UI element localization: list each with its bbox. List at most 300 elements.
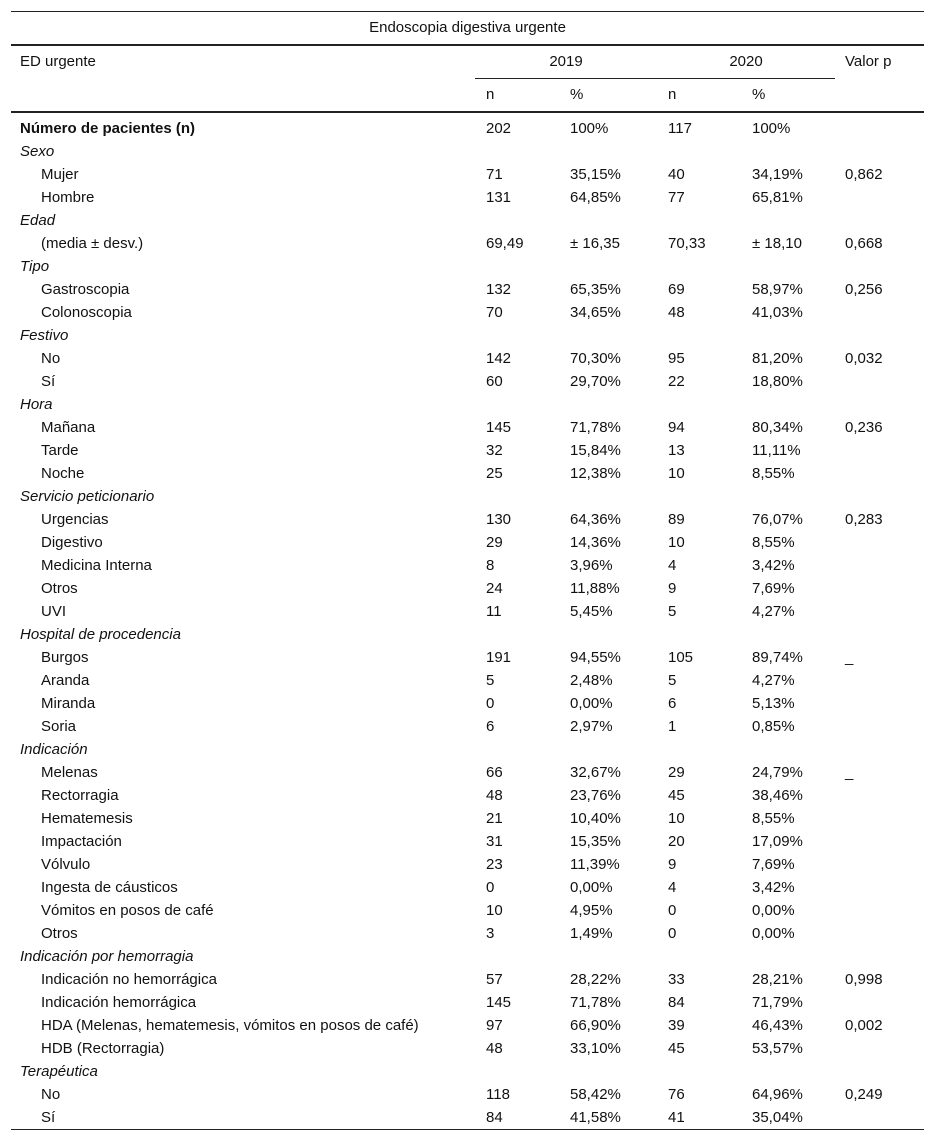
- row-label: Soria: [41, 718, 77, 735]
- header-pvalue: Valor p: [845, 53, 892, 70]
- table-row: [11, 462, 924, 485]
- cell-n-2020: 94: [668, 419, 685, 436]
- cell-pct-2019: 71,78%: [570, 419, 621, 436]
- cell-n-2020: [657, 1060, 741, 1083]
- row-label: Aranda: [41, 672, 90, 689]
- cell-pct-2020: 7,69%: [752, 580, 795, 597]
- table-row: [11, 1014, 924, 1037]
- cell-n-2019: 11: [486, 603, 502, 620]
- cell-n-2019: 131: [486, 189, 512, 206]
- row-label: HDA (Melenas, hematemesis, vómitos en posos de café): [41, 1017, 419, 1034]
- header-row-subcols: [11, 79, 924, 113]
- cell-pct-2020: [741, 738, 835, 761]
- cell-n-2020: 9: [668, 580, 677, 597]
- row-label: Sí: [11, 1106, 475, 1130]
- cell-pct-2020: [741, 485, 835, 508]
- cell-n-2019: 57: [486, 971, 503, 988]
- cell-pct-2019: [559, 140, 657, 163]
- cell-pct-2020: [741, 623, 835, 646]
- cell-pvalue: [835, 876, 924, 899]
- cell-pvalue: 0,002: [845, 1017, 883, 1034]
- cell-pvalue: [835, 922, 924, 945]
- cell-n-2019: [475, 255, 559, 278]
- cell-n-2019: [475, 945, 559, 968]
- table-section-row: [11, 1060, 924, 1083]
- row-label: No: [41, 1086, 61, 1103]
- cell-pct-2020: 4,27%: [752, 672, 795, 689]
- cell-n-2019: 66: [486, 764, 503, 781]
- table-row: [11, 830, 924, 853]
- cell-pct-2020: 35,04%: [741, 1106, 835, 1130]
- table-row: [11, 416, 924, 439]
- cell-n-2019: 31: [486, 833, 503, 850]
- cell-n-2020: 45: [668, 1040, 685, 1057]
- row-label: Impactación: [41, 833, 122, 850]
- table-row: [11, 301, 924, 324]
- cell-pct-2020: 24,79%: [752, 764, 803, 781]
- cell-n-2019: 48: [486, 1040, 503, 1057]
- cell-pct-2019: [559, 393, 657, 416]
- row-label: Hematemesis: [41, 810, 133, 827]
- cell-n-2019: 60: [486, 373, 503, 390]
- cell-pct-2019: 33,10%: [570, 1040, 621, 1057]
- table-row: [11, 807, 924, 830]
- cell-pct-2020: 11,11%: [752, 442, 801, 459]
- cell-n-2019: 191: [486, 649, 512, 666]
- cell-n-2020: 105: [668, 649, 694, 666]
- cell-pvalue: [835, 853, 924, 876]
- table-row: [11, 669, 924, 692]
- cell-pvalue: [835, 186, 924, 209]
- table-section-row: [11, 738, 924, 761]
- cell-n-2019: 32: [486, 442, 503, 459]
- cell-n-2019: 132: [486, 281, 512, 298]
- table-row: [11, 531, 924, 554]
- cell-pct-2019: 66,90%: [570, 1017, 621, 1034]
- row-label: Burgos: [41, 649, 89, 666]
- table-row: [11, 899, 924, 922]
- cell-n-2020: 29: [668, 764, 685, 781]
- cell-pct-2020: 58,97%: [752, 281, 803, 298]
- cell-pct-2019: ± 16,35: [570, 235, 620, 252]
- cell-n-2020: [657, 393, 741, 416]
- table-row: [11, 853, 924, 876]
- table-row: [11, 186, 924, 209]
- cell-pvalue: 0,998: [845, 971, 883, 988]
- table-section-row: [11, 393, 924, 416]
- cell-n-2020: 33: [668, 971, 685, 988]
- cell-pct-2019: 29,70%: [570, 373, 621, 390]
- cell-n-2020: [657, 140, 741, 163]
- cell-pvalue: 0,862: [845, 166, 883, 183]
- cell-n-2020: [657, 209, 741, 232]
- cell-n-2019: [475, 485, 559, 508]
- cell-pct-2020: [741, 255, 835, 278]
- table-row: [11, 163, 924, 186]
- cell-n-2019: [475, 1060, 559, 1083]
- cell-pct-2020: 100%: [752, 120, 791, 137]
- row-label: Tarde: [41, 442, 79, 459]
- cell-n-2020: 10: [668, 465, 685, 482]
- row-label: Ingesta de cáusticos: [41, 879, 178, 896]
- cell-pct-2019: 3,96%: [570, 557, 613, 574]
- cell-n-2019: 3: [486, 925, 495, 942]
- table-row: [11, 968, 924, 991]
- cell-n-2019: 5: [486, 672, 495, 689]
- cell-n-2020: 41: [657, 1106, 741, 1130]
- table-section-row: [11, 209, 924, 232]
- row-label: UVI: [41, 603, 67, 620]
- cell-pct-2020: 80,34%: [752, 419, 803, 436]
- cell-pct-2019: 32,67%: [570, 764, 621, 781]
- section-label: Indicación: [20, 741, 88, 758]
- cell-n-2020: 6: [668, 695, 677, 712]
- table-section-row: [11, 623, 924, 646]
- cell-n-2020: 69: [668, 281, 685, 298]
- cell-pvalue: _: [845, 649, 854, 666]
- cell-n-2020: [657, 324, 741, 347]
- cell-pct-2019: 2,97%: [570, 718, 613, 735]
- cell-n-2019: 48: [486, 787, 503, 804]
- cell-pvalue: [835, 784, 924, 807]
- cell-pct-2019: 35,15%: [570, 166, 621, 183]
- table-row: [11, 692, 924, 715]
- row-label: Sí: [41, 373, 56, 390]
- cell-pct-2019: 11,39%: [570, 856, 620, 873]
- cell-pct-2020: 7,69%: [752, 856, 795, 873]
- cell-n-2020: [657, 623, 741, 646]
- row-label: Rectorragia: [41, 787, 119, 804]
- header-pct-2020: %: [741, 79, 835, 113]
- cell-pct-2019: 14,36%: [570, 534, 621, 551]
- row-label: Noche: [41, 465, 85, 482]
- row-label: (media ± desv.): [41, 235, 144, 252]
- cell-pvalue: 0,283: [845, 511, 883, 528]
- table-row: [11, 508, 924, 531]
- cell-pct-2020: 17,09%: [752, 833, 803, 850]
- header-year-2020: 2020: [657, 45, 835, 79]
- cell-pct-2019: 94,55%: [570, 649, 621, 666]
- cell-pct-2020: 4,27%: [752, 603, 795, 620]
- table-row: [11, 232, 924, 255]
- cell-n-2019: 130: [486, 511, 512, 528]
- cell-n-2020: 117: [668, 120, 692, 137]
- cell-n-2020: 9: [668, 856, 677, 873]
- cell-pct-2019: 5,45%: [570, 603, 613, 620]
- header-row-years: [11, 45, 924, 79]
- section-label: Festivo: [20, 327, 69, 344]
- cell-n-2019: [475, 324, 559, 347]
- cell-pvalue: [835, 991, 924, 1014]
- cell-pct-2020: 53,57%: [752, 1040, 803, 1057]
- cell-pct-2020: [741, 140, 835, 163]
- cell-pvalue: [835, 807, 924, 830]
- cell-pct-2020: [741, 945, 835, 968]
- cell-n-2020: 39: [668, 1017, 685, 1034]
- cell-n-2019: 6: [486, 718, 495, 735]
- cell-pct-2020: 64,96%: [752, 1086, 803, 1103]
- row-label: Otros: [41, 580, 78, 597]
- cell-n-2019: 145: [486, 994, 512, 1011]
- cell-pvalue: 0,668: [845, 235, 883, 252]
- header-n-2020: n: [657, 79, 741, 113]
- cell-pvalue: [835, 669, 924, 692]
- cell-pct-2019: 65,35%: [570, 281, 621, 298]
- section-label: Hora: [20, 396, 53, 413]
- cell-pct-2020: 3,42%: [752, 557, 795, 574]
- cell-pvalue: [835, 439, 924, 462]
- cell-pct-2019: 10,40%: [570, 810, 621, 827]
- section-label: Terapéutica: [20, 1063, 98, 1080]
- row-label: Hombre: [41, 189, 95, 206]
- cell-n-2019: 25: [486, 465, 503, 482]
- cell-n-2020: 1: [668, 718, 677, 735]
- cell-pct-2020: 71,79%: [752, 994, 803, 1011]
- cell-n-2019: [475, 393, 559, 416]
- cell-pct-2019: [559, 209, 657, 232]
- cell-n-2019: 70: [486, 304, 503, 321]
- cell-pvalue: [835, 715, 924, 738]
- cell-n-2020: [657, 945, 741, 968]
- cell-pvalue: 0,032: [845, 350, 883, 367]
- cell-n-2020: 22: [668, 373, 685, 390]
- row-label: Vómitos en posos de café: [41, 902, 214, 919]
- cell-n-2020: 0: [668, 902, 677, 919]
- cell-n-2020: 4: [668, 879, 677, 896]
- cell-pct-2020: ± 18,10: [752, 235, 802, 252]
- cell-pvalue: [835, 140, 924, 163]
- cell-pct-2020: [741, 1060, 835, 1083]
- cell-n-2020: 10: [668, 810, 685, 827]
- cell-pct-2020: 34,19%: [752, 166, 803, 183]
- cell-n-2020: 40: [668, 166, 685, 183]
- table-row: [11, 347, 924, 370]
- row-label: Medicina Interna: [41, 557, 152, 574]
- row-label: Vólvulo: [41, 856, 91, 873]
- cell-pct-2019: 100%: [570, 120, 609, 137]
- cell-n-2019: [475, 209, 559, 232]
- cell-pvalue: [835, 623, 924, 646]
- cell-n-2020: 89: [668, 511, 685, 528]
- endoscopy-table: [11, 11, 924, 1130]
- cell-n-2019: [475, 623, 559, 646]
- cell-pct-2019: 12,38%: [570, 465, 621, 482]
- cell-pvalue: 0,236: [845, 419, 883, 436]
- cell-pct-2020: [741, 393, 835, 416]
- table-section-row: [11, 324, 924, 347]
- cell-pct-2019: 71,78%: [570, 994, 621, 1011]
- cell-n-2019: 202: [486, 120, 512, 137]
- cell-pct-2020: 65,81%: [752, 189, 803, 206]
- table-row: [11, 1037, 924, 1060]
- cell-pct-2019: 64,36%: [570, 511, 621, 528]
- cell-n-2019: 21: [486, 810, 503, 827]
- cell-pct-2019: [559, 255, 657, 278]
- cell-pct-2020: 3,42%: [752, 879, 795, 896]
- section-label: Edad: [20, 212, 56, 229]
- cell-n-2020: [657, 738, 741, 761]
- cell-pvalue: [835, 301, 924, 324]
- cell-pct-2020: 5,13%: [752, 695, 795, 712]
- cell-pct-2019: 0,00%: [570, 695, 613, 712]
- header-n-2019: n: [475, 79, 559, 113]
- table-row: [11, 761, 924, 784]
- cell-pct-2020: 0,00%: [752, 925, 795, 942]
- section-label: Indicación por hemorragia: [20, 948, 194, 965]
- cell-pct-2019: 2,48%: [570, 672, 613, 689]
- section-label: Servicio peticionario: [20, 488, 155, 505]
- cell-pvalue: [835, 255, 924, 278]
- table-row: [11, 715, 924, 738]
- cell-pct-2020: 8,55%: [752, 534, 795, 551]
- cell-pvalue: [835, 692, 924, 715]
- table-row: [11, 876, 924, 899]
- cell-n-2019: [475, 140, 559, 163]
- table-row: [11, 1083, 924, 1106]
- cell-pct-2020: [741, 324, 835, 347]
- section-label: Tipo: [20, 258, 50, 275]
- cell-pct-2019: [559, 738, 657, 761]
- cell-n-2020: 95: [668, 350, 685, 367]
- section-label: Hospital de procedencia: [20, 626, 181, 643]
- cell-pvalue: [835, 485, 924, 508]
- row-label: Indicación hemorrágica: [41, 994, 197, 1011]
- cell-n-2020: 45: [668, 787, 685, 804]
- table-row: [11, 117, 924, 140]
- cell-n-2020: 48: [668, 304, 685, 321]
- cell-pvalue: [835, 554, 924, 577]
- row-label: HDB (Rectorragia): [41, 1040, 165, 1057]
- row-label: Mujer: [41, 166, 79, 183]
- cell-n-2020: 13: [668, 442, 685, 459]
- cell-pct-2019: 28,22%: [570, 971, 621, 988]
- table-row: [11, 554, 924, 577]
- table-section-row: [11, 140, 924, 163]
- cell-pct-2019: 23,76%: [570, 787, 621, 804]
- table-row: [11, 577, 924, 600]
- cell-pvalue: 0,249: [845, 1086, 883, 1103]
- cell-pct-2019: 34,65%: [570, 304, 621, 321]
- cell-pct-2020: 18,80%: [752, 373, 803, 390]
- cell-n-2019: 84: [475, 1106, 559, 1130]
- cell-n-2020: 70,33: [668, 235, 706, 252]
- cell-pct-2020: 89,74%: [752, 649, 803, 666]
- cell-pvalue: [835, 117, 924, 140]
- cell-pvalue: [835, 393, 924, 416]
- table-title: Endoscopia digestiva urgente: [11, 12, 924, 46]
- table-row: [11, 600, 924, 623]
- cell-pvalue: _: [845, 764, 854, 781]
- cell-pct-2020: 41,03%: [752, 304, 803, 321]
- cell-pvalue: [835, 462, 924, 485]
- cell-pct-2019: [559, 324, 657, 347]
- cell-pct-2019: [559, 1060, 657, 1083]
- cell-n-2019: 29: [486, 534, 503, 551]
- cell-n-2019: 71: [486, 166, 503, 183]
- table-row: [11, 1106, 924, 1130]
- cell-pct-2020: 76,07%: [752, 511, 803, 528]
- cell-pct-2019: 15,84%: [570, 442, 621, 459]
- cell-pct-2020: 0,85%: [752, 718, 795, 735]
- cell-n-2020: 10: [668, 534, 685, 551]
- cell-pct-2019: 0,00%: [570, 879, 613, 896]
- cell-pvalue: [835, 1106, 924, 1130]
- cell-n-2020: [657, 485, 741, 508]
- cell-n-2019: [475, 738, 559, 761]
- cell-pvalue: [835, 531, 924, 554]
- cell-pct-2019: 11,88%: [570, 580, 620, 597]
- cell-pvalue: [835, 1037, 924, 1060]
- cell-n-2020: 77: [668, 189, 685, 206]
- cell-pct-2019: 15,35%: [570, 833, 621, 850]
- cell-n-2019: 10: [486, 902, 503, 919]
- table-row: [11, 646, 924, 669]
- table-body: [11, 112, 924, 1130]
- cell-pct-2020: 0,00%: [752, 902, 795, 919]
- cell-pvalue: 0,256: [845, 281, 883, 298]
- cell-n-2019: 142: [486, 350, 512, 367]
- data-table-container: [11, 11, 924, 1130]
- cell-n-2020: 84: [668, 994, 685, 1011]
- table-section-row: [11, 255, 924, 278]
- cell-n-2019: 145: [486, 419, 512, 436]
- cell-n-2019: 0: [486, 695, 495, 712]
- cell-pvalue: [835, 899, 924, 922]
- cell-pvalue: [835, 738, 924, 761]
- cell-pvalue: [835, 324, 924, 347]
- table-row: [11, 922, 924, 945]
- cell-pct-2020: 38,46%: [752, 787, 803, 804]
- row-label: Indicación no hemorrágica: [41, 971, 217, 988]
- cell-n-2019: 8: [486, 557, 495, 574]
- cell-pct-2019: [559, 623, 657, 646]
- cell-n-2020: [657, 255, 741, 278]
- cell-pct-2020: 28,21%: [752, 971, 803, 988]
- row-label-bold: Número de pacientes (n): [20, 120, 196, 137]
- table-section-row: [11, 485, 924, 508]
- cell-n-2020: 4: [668, 557, 677, 574]
- table-row: [11, 784, 924, 807]
- row-label: No: [41, 350, 61, 367]
- cell-n-2019: 0: [486, 879, 495, 896]
- cell-pct-2019: 58,42%: [570, 1086, 621, 1103]
- cell-n-2019: 24: [486, 580, 503, 597]
- header-row-label: ED urgente: [20, 53, 96, 70]
- cell-pct-2019: [559, 485, 657, 508]
- cell-n-2020: 5: [668, 672, 677, 689]
- header-year-2019: 2019: [475, 45, 657, 79]
- cell-n-2020: 20: [668, 833, 685, 850]
- cell-pct-2019: 1,49%: [570, 925, 613, 942]
- cell-pvalue: [835, 830, 924, 853]
- cell-pct-2020: 81,20%: [752, 350, 803, 367]
- row-label: Melenas: [41, 764, 98, 781]
- header-pct-2019: %: [559, 79, 657, 113]
- row-label: Colonoscopia: [41, 304, 132, 321]
- cell-pvalue: [835, 945, 924, 968]
- cell-n-2019: 118: [486, 1086, 510, 1103]
- cell-pvalue: [835, 600, 924, 623]
- cell-pct-2020: [741, 209, 835, 232]
- row-label: Mañana: [41, 419, 96, 436]
- table-caption-row: [11, 12, 924, 46]
- cell-n-2019: 69,49: [486, 235, 524, 252]
- cell-pct-2020: 8,55%: [752, 810, 795, 827]
- cell-pvalue: [835, 577, 924, 600]
- cell-pct-2019: 41,58%: [559, 1106, 657, 1130]
- cell-n-2020: 76: [668, 1086, 685, 1103]
- table-row: [11, 991, 924, 1014]
